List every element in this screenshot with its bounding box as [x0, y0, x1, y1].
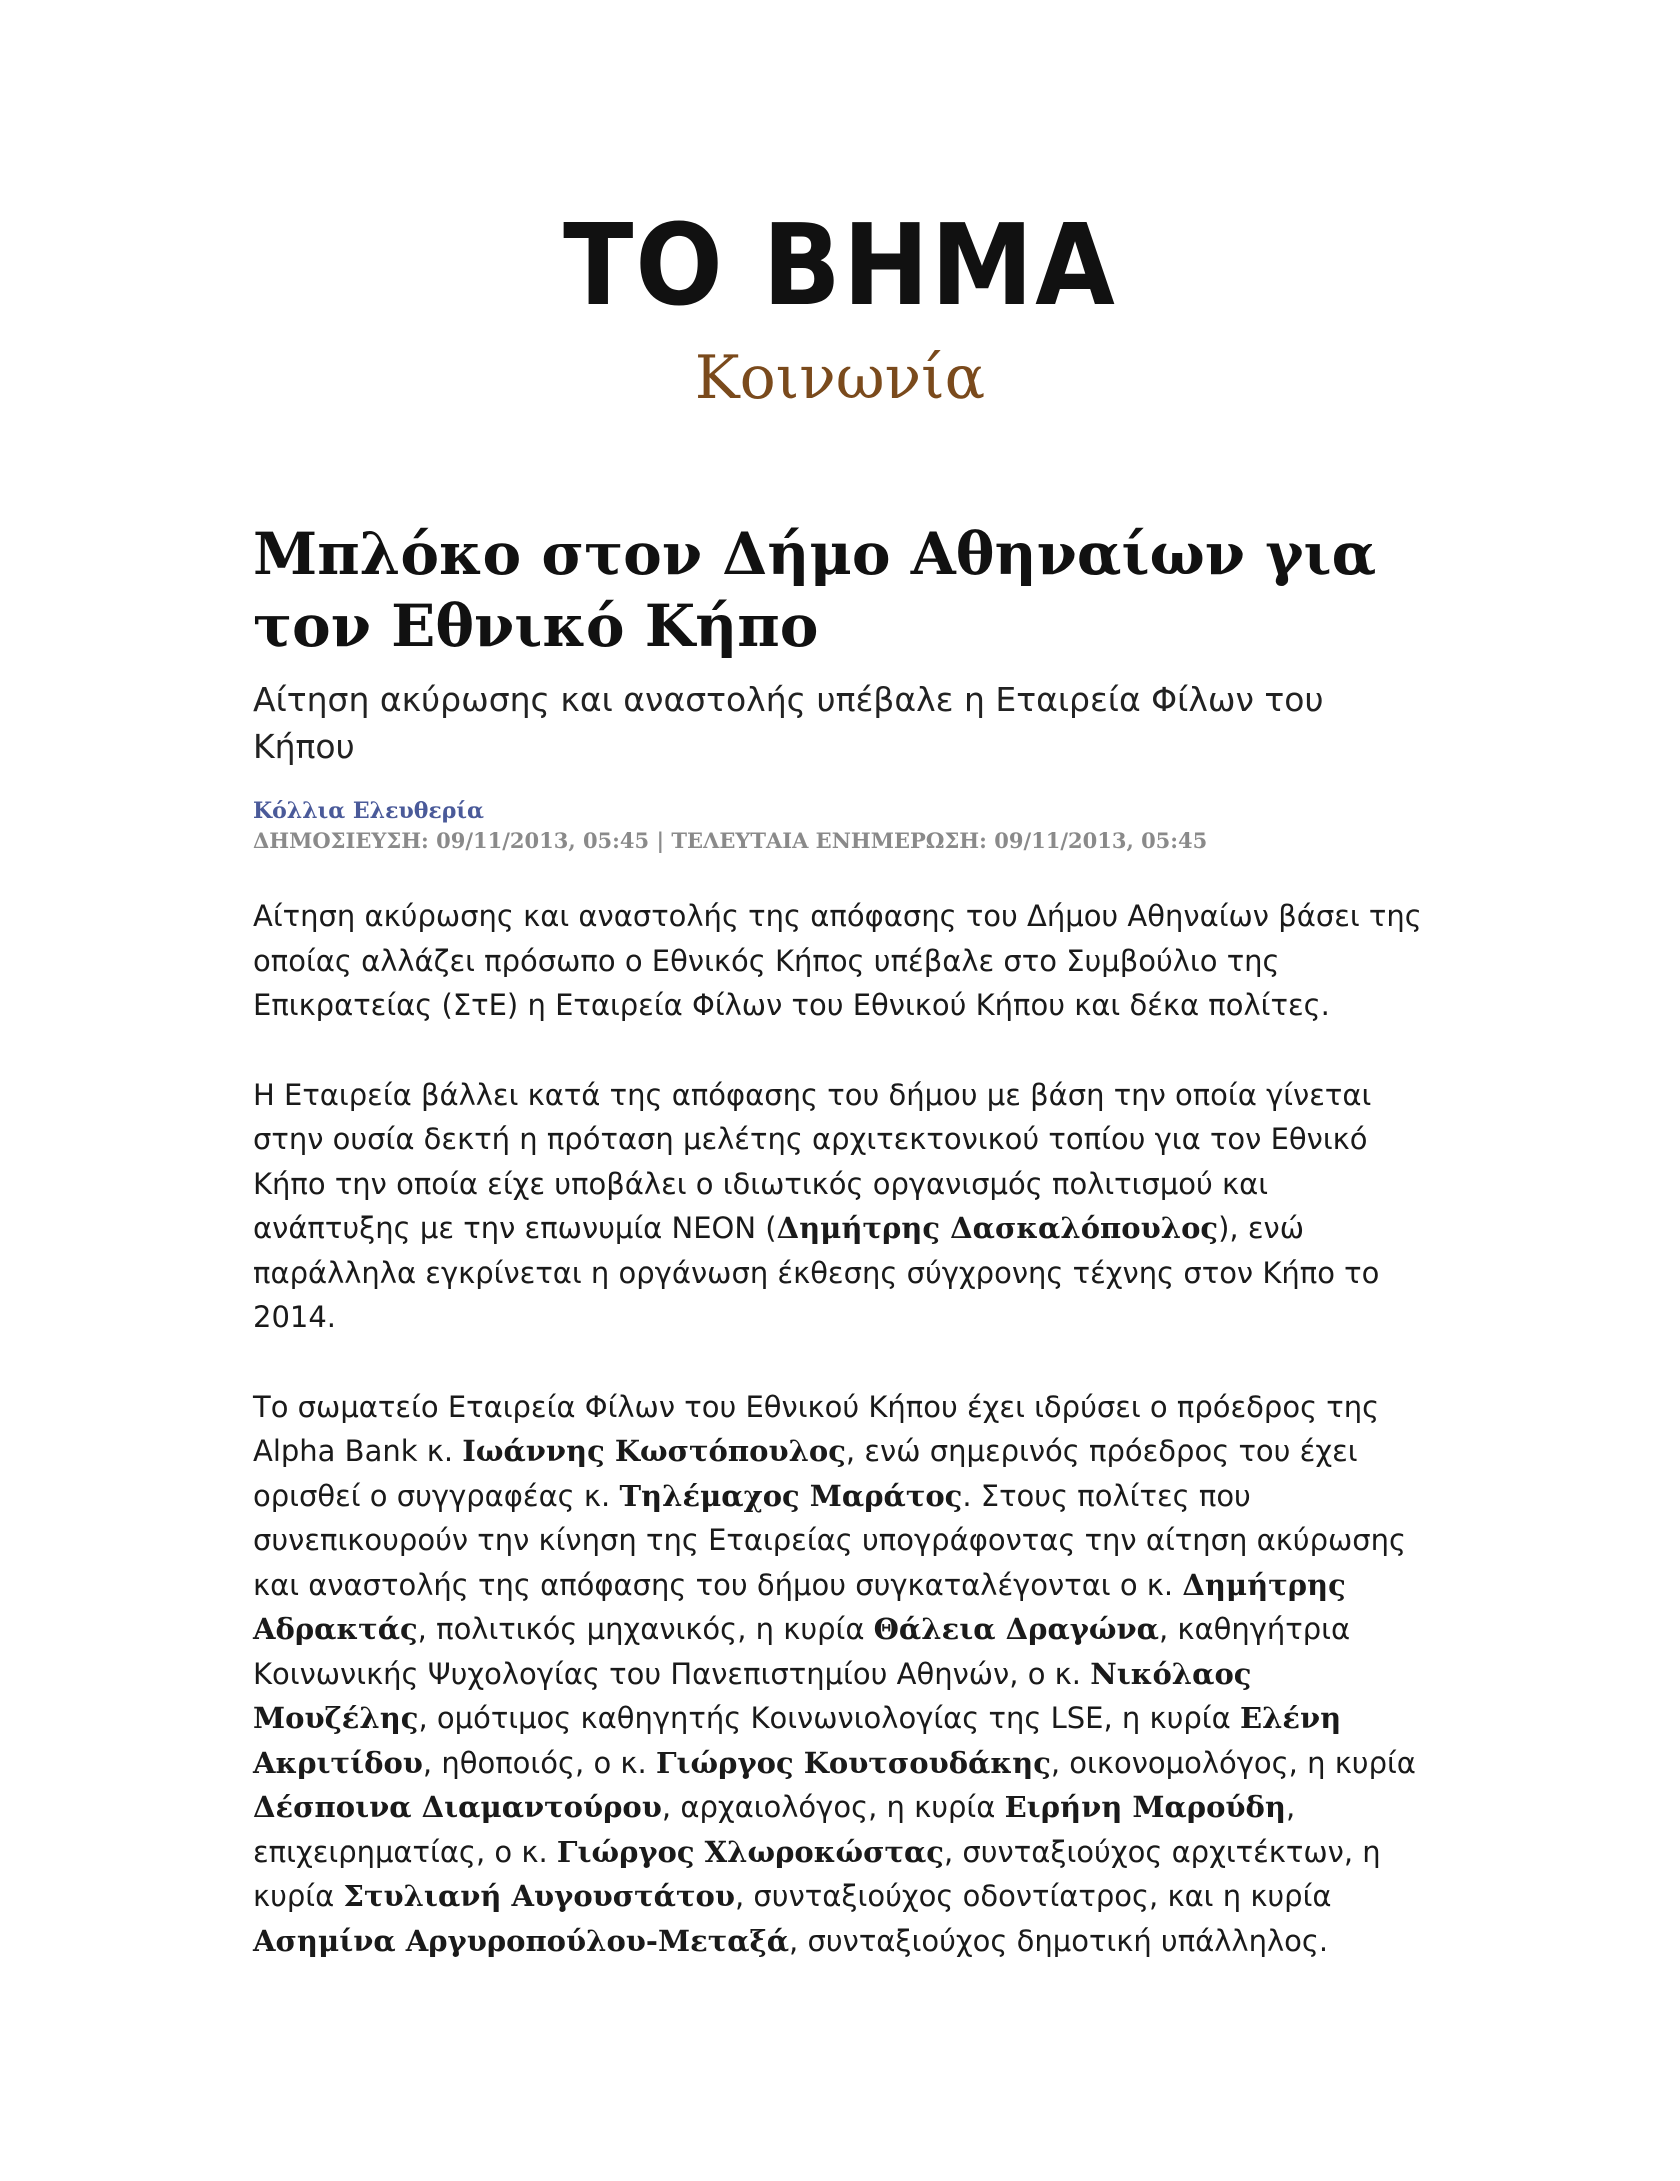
section-title[interactable]: Κοινωνία: [694, 343, 986, 413]
article-subtitle: Αίτηση ακύρωσης και αναστολής υπέβαλε η Εταιρεία Φίλων του Κήπου: [253, 680, 1324, 766]
text-segment: , επιχειρηματίας, ο κ.: [253, 1790, 1296, 1869]
article: [253, 518, 1428, 2008]
text-segment: Το σωματείο Εταιρεία Φίλων του Εθνικού Κήπου έχει ιδρύσει ο πρόεδρος της Alpha Bank κ.: [253, 1389, 1380, 1468]
person-name: Γιώργος Χλωροκώστας: [556, 1834, 944, 1869]
masthead: [0, 201, 1680, 413]
text-segment: . Στους πολίτες που συνεπικουρούν την κίνηση της Εταιρείας υπογράφοντας την αίτηση ακύρωσης και αναστολής της απόφασης του δήμου συγκαταλέγονται ο κ.: [253, 1478, 1407, 1602]
newspaper-logo[interactable]: ΤΟ ΒΗΜΑ: [563, 201, 1117, 331]
text-segment: , καθηγήτρια Κοινωνικής Ψυχολογίας του Πανεπιστημίου Αθηνών, ο κ.: [253, 1612, 1351, 1691]
paragraph-3: [253, 1385, 1428, 1964]
paragraph-2: [253, 1073, 1428, 1340]
text-segment: , συνταξιούχος δημοτική υπάλληλος.: [789, 1923, 1329, 1958]
person-name: Γιώργος Κουτσουδάκης: [655, 1745, 1051, 1780]
person-name: Νικόλαος Μουζέλης: [253, 1656, 1252, 1735]
person-name: Στυλιανή Αυγουστάτου: [343, 1879, 735, 1913]
text-segment: , ενώ σημερινός πρόεδρος του έχει ορισθεί ο συγγραφέας κ.: [253, 1434, 1358, 1513]
person-name: Ειρήνη Μαρούδη: [1004, 1790, 1286, 1824]
person-name: Ασημίνα Αργυροπούλου-Μεταξά: [253, 1923, 790, 1958]
article-body: [253, 894, 1428, 1963]
text-segment: , πολιτικός μηχανικός, η κυρία: [417, 1612, 874, 1646]
person-name: Ιωάννης Κωστόπουλος: [462, 1434, 846, 1468]
article-dateline: ΔΗΜΟΣΙΕΥΣΗ: 09/11/2013, 05:45 | ΤΕΛΕΥΤΑΙΑ ΕΝΗΜΕΡΩΣΗ: 09/11/2013, 05:45: [253, 828, 1208, 853]
article-author[interactable]: Κόλλια Ελευθερία: [253, 798, 484, 824]
text-segment: , συνταξιούχος αρχιτέκτων, η κυρία: [253, 1834, 1381, 1913]
person-name: Τηλέμαχος Μαράτος: [619, 1478, 963, 1513]
person-name: Θάλεια Δραγώνα: [873, 1612, 1159, 1646]
text-segment: , ομότιμος καθηγητής Κοινωνιολογίας της LSE, η κυρία: [418, 1701, 1240, 1735]
person-name: Δημήτρης Αδρακτάς: [253, 1567, 1346, 1646]
text-segment: , ηθοποιός, ο κ.: [422, 1745, 656, 1780]
text-segment: ), ενώ παράλληλα εγκρίνεται η οργάνωση έκθεσης σύγχρονης τέχνης στον Κήπο το 2014.: [253, 1211, 1380, 1334]
person-name: Ελένη Ακριτίδου: [253, 1701, 1342, 1780]
text-segment: , συνταξιούχος οδοντίατρος, και η κυρία: [734, 1879, 1332, 1913]
person-name: Δέσποινα Διαμαντούρου: [253, 1790, 662, 1824]
article-headline: Μπλόκο στον Δήμο Αθηναίων για τον Εθνικό Κήπο: [253, 520, 1377, 660]
text-segment: , οικονομολόγος, η κυρία: [1050, 1745, 1416, 1780]
paragraph-1: Αίτηση ακύρωσης και αναστολής της απόφασης του Δήμου Αθηναίων βάσει της οποίας αλλάζει πρόσωπο ο Εθνικός Κήπος υπέβαλε στο Συμβούλιο της Επικρατείας (ΣτΕ) η Εταιρεία Φίλων του Εθνικού Κήπου και δέκα πολίτες.: [253, 899, 1422, 1022]
text-segment: , αρχαιολόγος, η κυρία: [661, 1790, 1005, 1824]
person-name: Δημήτρης Δασκαλόπουλος: [776, 1211, 1219, 1245]
text-segment: Η Εταιρεία βάλλει κατά της απόφασης του δήμου με βάση την οποία γίνεται στην ουσία δεκτή η πρόταση μελέτης αρχιτεκτονικού τοπίου για τον Εθνικό Κήπο την οποία είχε υποβάλει ο ιδιωτικός οργανισμός πολιτισμού και ανάπτυξης με την επωνυμία ΝΕΟΝ (: [253, 1077, 1372, 1245]
